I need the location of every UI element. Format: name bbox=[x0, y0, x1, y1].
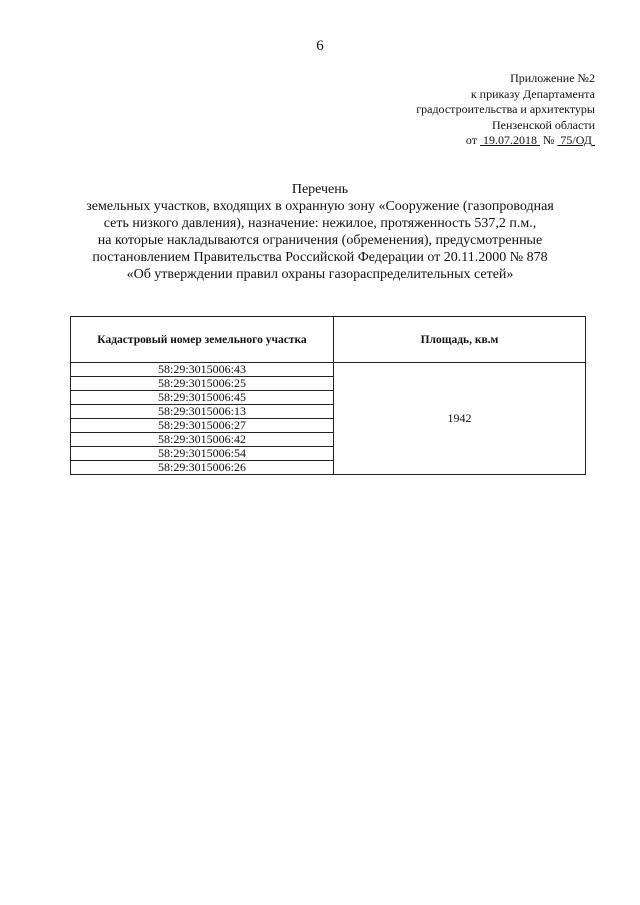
title-heading: Перечень bbox=[291, 182, 349, 197]
plots-table bbox=[70, 316, 586, 475]
cadastral-cell: 58:29:3015006:45 bbox=[71, 391, 334, 405]
page-number: 6 bbox=[316, 38, 324, 54]
table-row bbox=[71, 363, 586, 377]
cadastral-cell: 58:29:3015006:25 bbox=[71, 377, 334, 391]
order-date: 19.07.2018 bbox=[482, 133, 537, 147]
area-cell: 1942 bbox=[334, 363, 586, 475]
cadastral-cell: 58:29:3015006:42 bbox=[71, 433, 334, 447]
header-area: Площадь, кв.м bbox=[334, 317, 586, 363]
cadastral-cell: 58:29:3015006:54 bbox=[71, 447, 334, 461]
table-header-row bbox=[71, 317, 586, 363]
appendix-block bbox=[416, 71, 595, 149]
title-line-2: сеть низкого давления), назначение: нежилое, протяженность 537,2 п.м., bbox=[103, 216, 537, 231]
document-title bbox=[0, 181, 640, 283]
appendix-line-3: градостроительства и архитектуры bbox=[416, 102, 595, 116]
title-line-1: земельных участков, входящих в охранную зону «Сооружение (газопроводная bbox=[86, 199, 554, 214]
title-line-3: на которые накладываются ограничения (обременения), предусмотренные bbox=[97, 233, 543, 248]
cadastral-cell: 58:29:3015006:26 bbox=[71, 461, 334, 475]
appendix-line-1: Приложение №2 bbox=[510, 71, 595, 85]
header-cadastral: Кадастровый номер земельного участка bbox=[71, 317, 334, 363]
title-line-4: постановлением Правительства Российской Федерации от 20.11.2000 № 878 bbox=[92, 250, 548, 265]
number-prefix: № bbox=[542, 133, 555, 147]
appendix-line-4: Пензенской области bbox=[492, 117, 595, 132]
order-number: 75/ОД bbox=[560, 133, 592, 147]
cadastral-cell: 58:29:3015006:27 bbox=[71, 419, 334, 433]
cadastral-cell: 58:29:3015006:13 bbox=[71, 405, 334, 419]
appendix-line-2: к приказу Департамента bbox=[470, 86, 595, 101]
date-prefix: от bbox=[465, 133, 477, 147]
title-line-5: «Об утверждении правил охраны газораспределительных сетей» bbox=[126, 267, 514, 282]
cadastral-cell: 58:29:3015006:43 bbox=[71, 363, 334, 377]
appendix-date-line bbox=[416, 133, 595, 149]
